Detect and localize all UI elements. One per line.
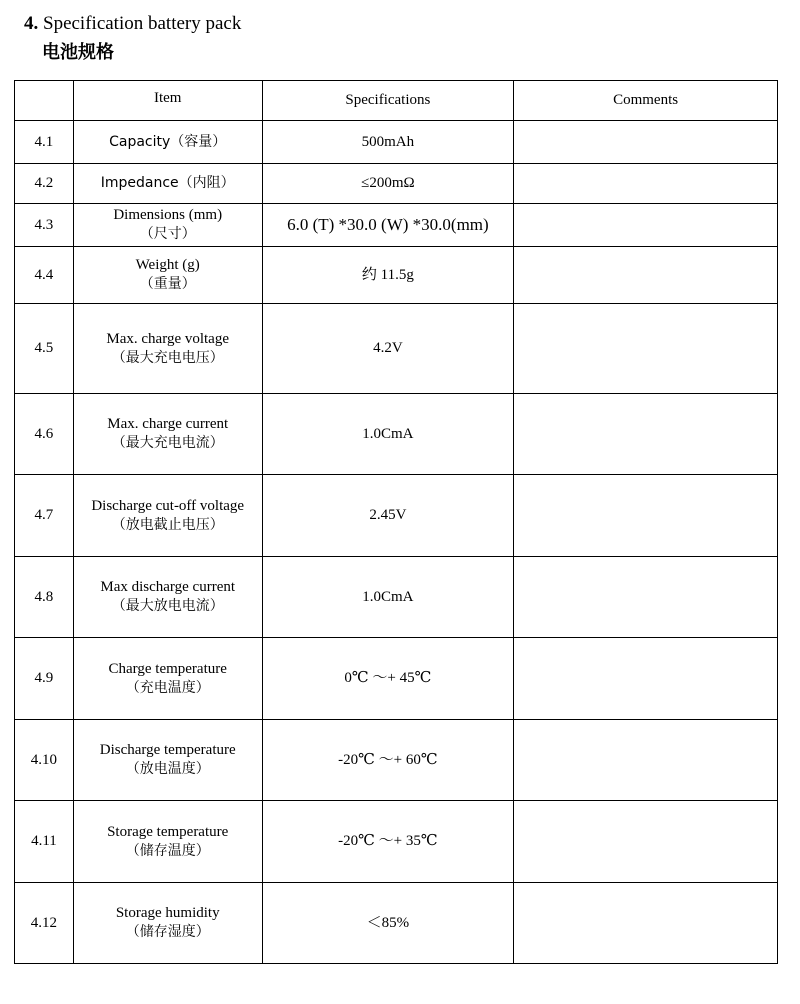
row-item <box>73 164 262 204</box>
item-label-cn: （放电截止电压） <box>111 516 224 533</box>
row-comments <box>514 247 778 304</box>
table-row <box>15 557 778 638</box>
table-row <box>15 801 778 883</box>
item-label: Capacity（容量） <box>109 133 227 150</box>
table-row <box>15 164 778 204</box>
row-spec <box>262 247 514 304</box>
row-number: 4.8 <box>15 557 74 638</box>
spec-value: 500mAh <box>361 133 415 150</box>
item-label-en: Storage temperature <box>107 823 229 840</box>
table-row <box>15 883 778 964</box>
header-number <box>15 81 74 121</box>
row-comments <box>514 121 778 164</box>
row-comments <box>514 638 778 720</box>
row-number: 4.1 <box>15 121 74 164</box>
item-label-cn: （储存温度） <box>125 842 210 859</box>
table-row <box>15 638 778 720</box>
row-item <box>73 204 262 247</box>
item-label-cn: （重量） <box>139 276 196 292</box>
item-label: Impedance（内阻） <box>100 175 235 191</box>
item-label-cn: （最大充电电压） <box>111 349 224 366</box>
header-comments: Comments <box>514 81 778 121</box>
row-spec <box>262 164 514 204</box>
item-label-en: Weight (g) <box>135 257 200 273</box>
item-label-cn: （放电温度） <box>125 761 210 777</box>
row-spec <box>262 394 514 475</box>
item-label-en: Discharge cut-off voltage <box>91 497 245 514</box>
row-number: 4.6 <box>15 394 74 475</box>
row-comments <box>514 304 778 394</box>
section-heading <box>24 12 241 36</box>
table-row <box>15 475 778 557</box>
row-spec <box>262 475 514 557</box>
row-comments <box>514 204 778 247</box>
row-number: 4.4 <box>15 247 74 304</box>
item-label-en: Storage humidity <box>115 905 220 921</box>
row-spec <box>262 638 514 720</box>
item-label-en: Max discharge current <box>100 579 236 595</box>
spec-value: 1.0CmA <box>362 588 414 605</box>
row-spec <box>262 883 514 964</box>
section-subtitle: 电池规格 <box>42 42 114 63</box>
item-label-en: Max. charge current <box>107 416 229 432</box>
row-item <box>73 883 262 964</box>
row-item <box>73 801 262 883</box>
item-label-en: Dimensions (mm) <box>113 207 223 223</box>
row-item <box>73 720 262 801</box>
row-spec <box>262 121 514 164</box>
row-item <box>73 557 262 638</box>
row-comments <box>514 720 778 801</box>
spec-value: 4.2V <box>373 340 403 356</box>
spec-value: 2.45V <box>369 507 407 523</box>
item-label-en: Charge temperature <box>108 660 227 677</box>
row-comments <box>514 164 778 204</box>
spec-value: -20℃ ～+ 35℃ <box>338 833 438 849</box>
table-row <box>15 720 778 801</box>
item-label-cn: （充电温度） <box>125 679 210 696</box>
item-label-cn: （最大放电电流） <box>111 598 224 614</box>
row-number: 4.3 <box>15 204 74 247</box>
row-number: 4.5 <box>15 304 74 394</box>
table-row <box>15 394 778 475</box>
row-item <box>73 304 262 394</box>
row-spec <box>262 304 514 394</box>
row-spec <box>262 557 514 638</box>
row-comments <box>514 801 778 883</box>
row-spec <box>262 204 514 247</box>
item-label-en: Max. charge voltage <box>106 330 229 347</box>
row-number: 4.10 <box>15 720 74 801</box>
row-comments <box>514 557 778 638</box>
spec-value: 约 11.5g <box>361 266 414 283</box>
header-item: Item <box>73 81 262 121</box>
spec-value: 0℃ ～+ 45℃ <box>344 670 432 686</box>
section-title: Specification battery pack <box>43 13 242 34</box>
table-row <box>15 304 778 394</box>
row-number: 4.11 <box>15 801 74 883</box>
item-label-cn: （储存湿度） <box>125 924 210 940</box>
spec-value: ＜85% <box>366 914 410 931</box>
row-item <box>73 394 262 475</box>
spec-value: 6.0 (T) *30.0 (W) *30.0(mm) <box>287 214 489 234</box>
table-header-row <box>15 81 778 121</box>
table-row <box>15 247 778 304</box>
table-row <box>15 121 778 164</box>
row-item <box>73 121 262 164</box>
row-spec <box>262 801 514 883</box>
row-comments <box>514 394 778 475</box>
item-label-cn: （尺寸） <box>139 226 196 242</box>
table-row <box>15 204 778 247</box>
row-comments <box>514 883 778 964</box>
row-item <box>73 475 262 557</box>
spec-value: -20℃ ～+ 60℃ <box>338 751 438 768</box>
row-number: 4.9 <box>15 638 74 720</box>
row-number: 4.2 <box>15 164 74 204</box>
row-spec <box>262 720 514 801</box>
row-number: 4.12 <box>15 883 74 964</box>
row-number: 4.7 <box>15 475 74 557</box>
row-item <box>73 638 262 720</box>
spec-value: ≤200mΩ <box>361 175 415 191</box>
spec-value: 1.0CmA <box>362 425 414 442</box>
item-label-cn: （最大充电电流） <box>111 435 224 451</box>
row-comments <box>514 475 778 557</box>
specification-table <box>14 80 778 964</box>
section-number: 4. <box>24 13 39 34</box>
item-label-en: Discharge temperature <box>99 742 236 758</box>
header-specifications: Specifications <box>262 81 514 121</box>
row-item <box>73 247 262 304</box>
